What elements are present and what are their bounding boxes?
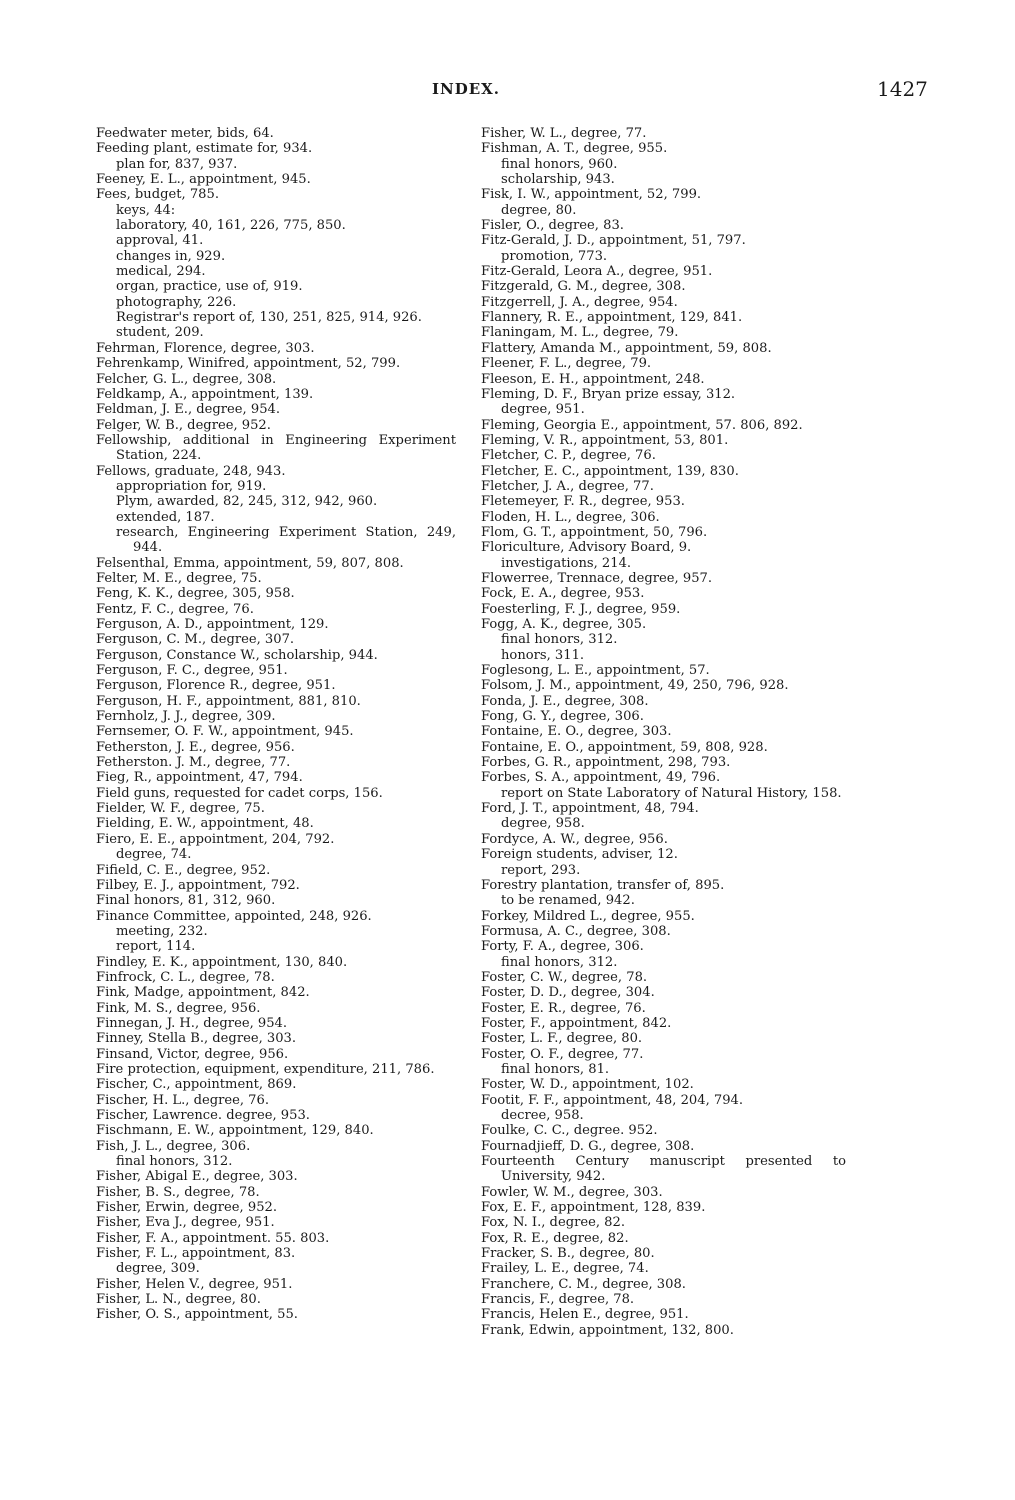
index-subentry: degree, 951. (501, 402, 585, 418)
index-entry: Feeding plant, estimate for, 934. (96, 141, 313, 157)
index-entry: Foster, F., appointment, 842. (481, 1015, 672, 1031)
index-entry: Fisler, O., degree, 83. (481, 218, 624, 234)
index-subentry: student, 209. (116, 325, 204, 341)
index-entry: Ferguson, Florence R., degree, 951. (96, 678, 336, 694)
index-entry: Flowerree, Trennace, degree, 957. (481, 570, 713, 586)
index-entry: Fisher, W. L., degree, 77. (481, 126, 647, 141)
index-entry: Fees, budget, 785. (96, 187, 219, 203)
index-entry: Fisher, Helen V., degree, 951. (96, 1276, 293, 1292)
index-entry: Feedwater meter, bids, 64. (96, 126, 274, 141)
index-entry: Fontaine, E. O., appointment, 59, 808, 928. (481, 739, 768, 755)
index-entry: Fisk, I. W., appointment, 52, 799. (481, 187, 702, 203)
index-entry: Feeney, E. L., appointment, 945. (96, 172, 311, 188)
index-entry: Feldkamp, A., appointment, 139. (96, 386, 314, 402)
index-entry: Feng, K. K., degree, 305, 958. (96, 586, 295, 602)
index-entry: Felter, M. E., degree, 75. (96, 570, 262, 586)
index-entry: Fisher, L. N., degree, 80. (96, 1292, 261, 1308)
index-subentry: investigations, 214. (501, 555, 632, 571)
index-subentry: scholarship, 943. (501, 172, 615, 188)
index-entry: Fischer, H. L., degree, 76. (96, 1092, 269, 1108)
index-entry: Fetherston. J. M., degree, 77. (96, 755, 291, 771)
page-title: INDEX. (432, 80, 501, 98)
index-entry: Forkey, Mildred L., degree, 955. (481, 908, 695, 924)
index-entry: Fleeson, E. H., appointment, 248. (481, 371, 705, 387)
index-subentry: report, 114. (116, 939, 196, 955)
index-entry: Foster, L. F., degree, 80. (481, 1031, 643, 1047)
index-entry: Finance Committee, appointed, 248, 926. (96, 908, 372, 924)
index-entry: Fletcher, J. A., degree, 77. (481, 478, 654, 494)
index-entry: Fetherston, J. E., degree, 956. (96, 739, 295, 755)
index-entry: Foster, D. D., degree, 304. (481, 985, 655, 1001)
index-subentry: Registrar's report of, 130, 251, 825, 914, 926. (116, 310, 422, 326)
index-entry: Field guns, requested for cadet corps, 156. (96, 785, 383, 801)
index-entry: Fitz-Gerald, Leora A., degree, 951. (481, 264, 713, 280)
index-subentry: final honors, 81. (501, 1061, 610, 1077)
index-entry: Forbes, G. R., appointment, 298, 793. (481, 755, 731, 771)
index-subentry: final honors, 312. (116, 1154, 233, 1170)
index-subentry: report on State Laboratory of Natural History, 158. (501, 785, 842, 801)
page-header (0, 77, 1015, 104)
index-entry: Fournadjieff, D. G., degree, 308. (481, 1138, 695, 1154)
index-entry: Fisher, B. S., degree, 78. (96, 1184, 260, 1200)
index-entry: Foglesong, L. E., appointment, 57. (481, 663, 710, 679)
index-entry: Ferguson, H. F., appointment, 881, 810. (96, 693, 361, 709)
index-entry: Feldman, J. E., degree, 954. (96, 402, 281, 418)
index-entry: Fox, R. E., degree, 82. (481, 1230, 629, 1246)
index-entry: Fisher, O. S., appointment, 55. (96, 1307, 298, 1323)
index-entry: Fieg, R., appointment, 47, 794. (96, 770, 303, 786)
index-entry: Fonda, J. E., degree, 308. (481, 693, 649, 709)
index-entry: Fox, E. F., appointment, 128, 839. (481, 1200, 706, 1216)
index-entry: Fire protection, equipment, expenditure, 211, 786. (96, 1061, 435, 1077)
index-entry: Fong, G. Y., degree, 306. (481, 709, 644, 725)
index-subentry: appropriation for, 919. (116, 478, 267, 494)
index-entry: Ferguson, A. D., appointment, 129. (96, 617, 329, 632)
index-entry: Fordyce, A. W., degree, 956. (481, 831, 668, 847)
index-entry: Fielding, E. W., appointment, 48. (96, 816, 314, 832)
index-entry: Francis, Helen E., degree, 951. (481, 1307, 689, 1323)
index-subentry: keys, 44: (116, 202, 176, 218)
index-entry: Franchere, C. M., degree, 308. (481, 1276, 686, 1292)
index-entry: Felsenthal, Emma, appointment, 59, 807, 808. (96, 555, 404, 571)
index-subentry: degree, 958. (501, 816, 585, 832)
index-entry: Fisher, Erwin, degree, 952. (96, 1200, 278, 1216)
index-entry: Forbes, S. A., appointment, 49, 796. (481, 770, 721, 786)
index-entry: Fink, M. S., degree, 956. (96, 1000, 261, 1016)
index-subentry: promotion, 773. (501, 248, 608, 264)
index-entry: Findley, E. K., appointment, 130, 840. (96, 954, 348, 970)
index-column-left (96, 126, 456, 1323)
index-entry: Finfrock, C. L., degree, 78. (96, 969, 275, 985)
index-entry: Finnegan, J. H., degree, 954. (96, 1015, 288, 1031)
index-entry: Fernholz, J. J., degree, 309. (96, 709, 276, 725)
index-entry: Fracker, S. B., degree, 80. (481, 1246, 655, 1262)
index-entry: Forestry plantation, transfer of, 895. (481, 877, 725, 893)
index-entry: Fernsemer, O. F. W., appointment, 945. (96, 724, 354, 740)
index-entry: Fox, N. I., degree, 82. (481, 1215, 625, 1231)
index-entry: Fourteenth Century manuscript presented to University, 942. (481, 1154, 846, 1185)
index-subentry: final honors, 960. (501, 156, 618, 172)
index-subentry: final honors, 312. (501, 954, 618, 970)
index-entry: Foesterling, F. J., degree, 959. (481, 601, 681, 617)
index-subentry: photography, 226. (116, 294, 237, 310)
page-number: 1427 (877, 77, 928, 101)
index-entry: Foster, O. F., degree, 77. (481, 1046, 644, 1062)
index-entry: Final honors, 81, 312, 960. (96, 893, 276, 909)
index-entry: Fontaine, E. O., degree, 303. (481, 724, 672, 740)
index-entry: Fisher, F. L., appointment, 83. (96, 1246, 296, 1262)
index-subentry: degree, 80. (501, 202, 577, 218)
index-subentry: plan for, 837, 937. (116, 156, 238, 172)
index-entry: Footit, F. F., appointment, 48, 204, 794. (481, 1092, 744, 1108)
index-entry: Forty, F. A., degree, 306. (481, 939, 644, 955)
index-entry: Floriculture, Advisory Board, 9. (481, 540, 692, 556)
index-entry: Fishman, A. T., degree, 955. (481, 141, 668, 157)
index-entry: Fellowship, additional in Engineering Experiment Station, 224. (96, 432, 456, 464)
index-entry: Fisher, Abigal E., degree, 303. (96, 1169, 298, 1185)
index-entry: Fish, J. L., degree, 306. (96, 1138, 251, 1154)
index-entry: Ferguson, C. M., degree, 307. (96, 632, 295, 648)
index-entry: Ford, J. T., appointment, 48, 794. (481, 801, 699, 817)
index-entry: Fischmann, E. W., appointment, 129, 840. (96, 1123, 374, 1139)
index-subentry: medical, 294. (116, 264, 206, 280)
index-subentry: final honors, 312. (501, 632, 618, 648)
index-entry: Fischer, C., appointment, 869. (96, 1077, 297, 1093)
index-entry: Fifield, C. E., degree, 952. (96, 862, 271, 878)
index-subentry: report, 293. (501, 862, 581, 878)
index-entry: Felger, W. B., degree, 952. (96, 417, 271, 433)
index-entry: Fehrman, Florence, degree, 303. (96, 340, 315, 356)
index-entry: Fisher, F. A., appointment. 55. 803. (96, 1230, 330, 1246)
index-entry: Fisher, Eva J., degree, 951. (96, 1215, 275, 1231)
index-subentry: meeting, 232. (116, 923, 208, 939)
index-entry: Felcher, G. L., degree, 308. (96, 371, 277, 387)
index-entry: Folsom, J. M., appointment, 49, 250, 796, 928. (481, 678, 789, 694)
index-entry: Fletcher, C. P., degree, 76. (481, 448, 656, 464)
index-subentry: degree, 74. (116, 847, 192, 863)
index-entry: Fock, E. A., degree, 953. (481, 586, 645, 602)
index-subentry: organ, practice, use of, 919. (116, 279, 303, 295)
index-entry: Flaningam, M. L., degree, 79. (481, 325, 679, 341)
index-entry: Frank, Edwin, appointment, 132, 800. (481, 1322, 734, 1338)
index-entry: Ferguson, F. C., degree, 951. (96, 663, 288, 679)
index-subentry: extended, 187. (116, 509, 215, 525)
index-entry: Francis, F., degree, 78. (481, 1292, 635, 1308)
index-entry: Fitzgerald, G. M., degree, 308. (481, 279, 686, 295)
index-entry: Foster, E. R., degree, 76. (481, 1000, 646, 1016)
index-subentry: degree, 309. (116, 1261, 200, 1277)
index-entry: Fleener, F. L., degree, 79. (481, 356, 652, 372)
index-entry: Fellows, graduate, 248, 943. (96, 463, 286, 479)
index-entry: Fogg, A. K., degree, 305. (481, 617, 647, 632)
index-entry: Flannery, R. E., appointment, 129, 841. (481, 310, 743, 326)
index-entry: Fitzgerrell, J. A., degree, 954. (481, 294, 678, 310)
index-entry: Fitz-Gerald, J. D., appointment, 51, 797. (481, 233, 746, 249)
index-entry: Fletemeyer, F. R., degree, 953. (481, 494, 685, 510)
index-entry: Fletcher, E. C., appointment, 139, 830. (481, 463, 739, 479)
index-column-right (481, 126, 846, 1338)
index-entry: Flom, G. T., appointment, 50, 796. (481, 524, 708, 540)
index-entry: Fentz, F. C., degree, 76. (96, 601, 254, 617)
index-entry: Filbey, E. J., appointment, 792. (96, 877, 300, 893)
index-entry: Fehrenkamp, Winifred, appointment, 52, 799. (96, 356, 401, 372)
index-entry: Fiero, E. E., appointment, 204, 792. (96, 831, 335, 847)
index-entry: Ferguson, Constance W., scholarship, 944. (96, 647, 378, 663)
index-subentry: research, Engineering Experiment Station, 249, 944. (116, 524, 456, 556)
index-entry: Foster, W. D., appointment, 102. (481, 1077, 694, 1093)
index-entry: Fielder, W. F., degree, 75. (96, 801, 265, 817)
index-subentry: changes in, 929. (116, 248, 226, 264)
index-subentry: honors, 311. (501, 647, 585, 663)
index-entry: Fleming, D. F., Bryan prize essay, 312. (481, 386, 736, 402)
index-subentry: to be renamed, 942. (501, 893, 635, 909)
index-entry: Finney, Stella B., degree, 303. (96, 1031, 297, 1047)
index-entry: Formusa, A. C., degree, 308. (481, 923, 671, 939)
index-entry: Floden, H. L., degree, 306. (481, 509, 660, 525)
index-subentry: approval, 41. (116, 233, 204, 249)
index-entry: Fleming, V. R., appointment, 53, 801. (481, 432, 729, 448)
index-entry: Flattery, Amanda M., appointment, 59, 808. (481, 340, 772, 356)
index-entry: Foulke, C. C., degree. 952. (481, 1123, 658, 1139)
index-entry: Foster, C. W., degree, 78. (481, 969, 648, 985)
index-entry: Fowler, W. M., degree, 303. (481, 1184, 663, 1200)
index-entry: Fischer, Lawrence. degree, 953. (96, 1108, 310, 1123)
index-subentry: Plym, awarded, 82, 245, 312, 942, 960. (116, 494, 378, 510)
index-entry: Frailey, L. E., degree, 74. (481, 1261, 649, 1277)
index-entry: Fleming, Georgia E., appointment, 57. 806, 892. (481, 417, 803, 433)
index-subentry: decree, 958. (501, 1108, 584, 1123)
index-entry: Fink, Madge, appointment, 842. (96, 985, 310, 1001)
index-entry: Foreign students, adviser, 12. (481, 847, 678, 863)
index-entry: Finsand, Victor, degree, 956. (96, 1046, 289, 1062)
index-subentry: laboratory, 40, 161, 226, 775, 850. (116, 218, 346, 234)
